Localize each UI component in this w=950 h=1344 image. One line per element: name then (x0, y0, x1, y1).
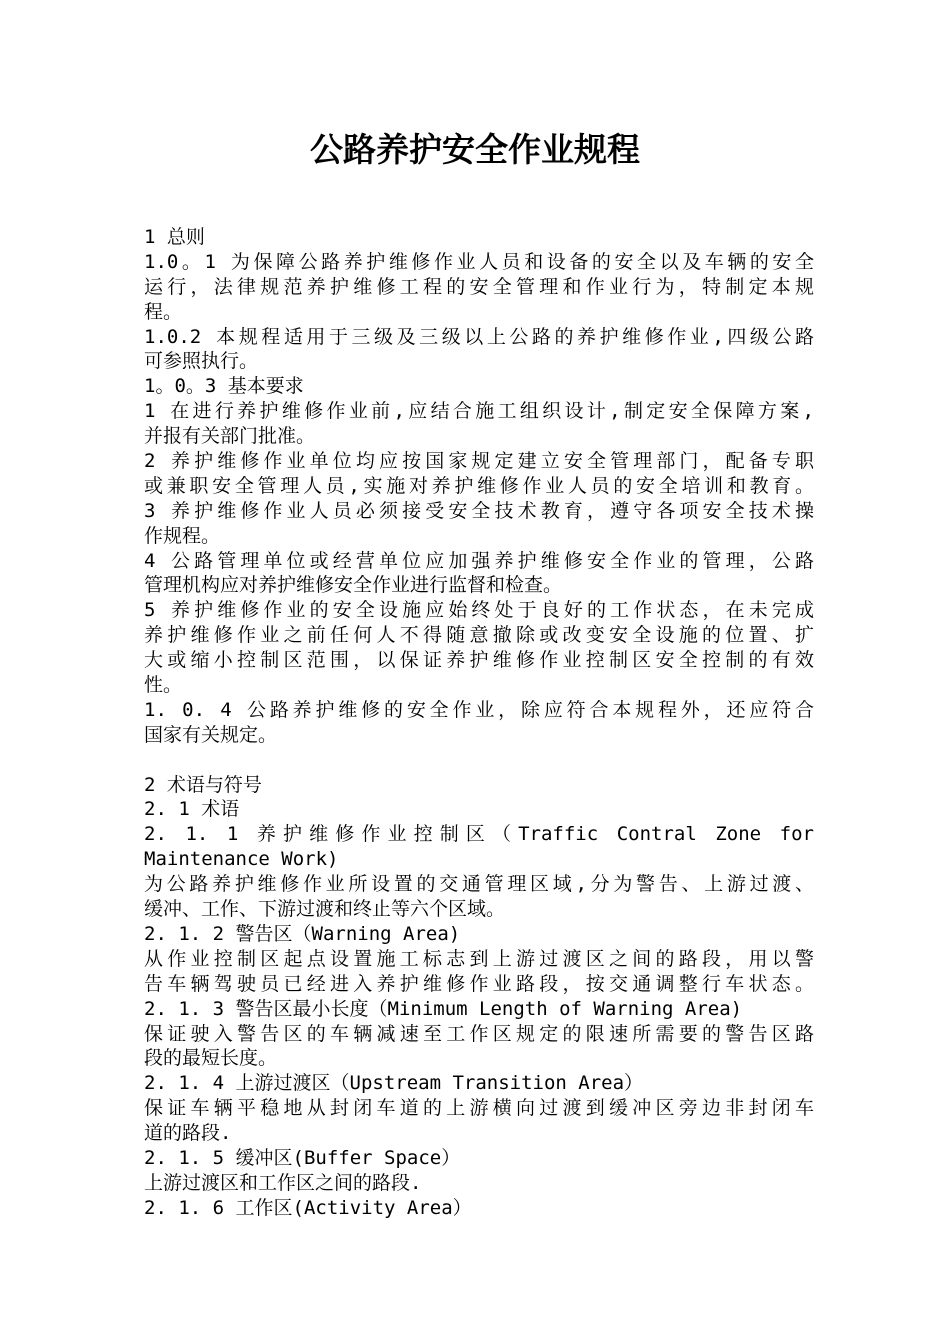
paragraph-line: 作规程。 (144, 524, 221, 547)
subheading-basic-requirements: 1。0。3 基本要求 (144, 375, 304, 398)
paragraph-line: 道的路段. (144, 1122, 232, 1145)
paragraph-line: 养护维修作业之前任何人不得随意撤除或改变安全设施的位置、扩 (144, 624, 814, 647)
paragraph-line: 可参照执行。 (144, 350, 259, 373)
heading-general: 1 总则 (144, 226, 205, 248)
paragraph-line: 3 养护维修作业人员必须接受安全技术教育，遵守各项安全技术操 (144, 499, 814, 522)
paragraph-line: 为公路养护维修作业所设置的交通管理区域,分为警告、上游过渡、 (144, 873, 814, 896)
paragraph-line: 2 养护维修作业单位均应按国家规定建立安全管理部门，配备专职 (144, 450, 814, 473)
subheading-terms: 2. 1 术语 (144, 798, 240, 821)
document-title: 公路养护安全作业规程 (310, 130, 640, 169)
paragraph-line: 大或缩小控制区范围，以保证养护维修作业控制区安全控制的有效 (144, 649, 814, 672)
paragraph-line: 告车辆驾驶员已经进入养护维修作业路段，按交通调整行车状态。 (144, 972, 814, 995)
paragraph-line: 1.0。1 为保障公路养护维修作业人员和设备的安全以及车辆的安全 (144, 250, 814, 273)
paragraph-line: 保证驶入警告区的车辆减速至工作区规定的限速所需要的警告区路 (144, 1022, 814, 1045)
term-heading: 2. 1. 3 警告区最小长度（Minimum Length of Warning Area) (144, 997, 743, 1020)
paragraph-line: 1 在进行养护维修作业前,应结合施工组织设计,制定安全保障方案, (144, 400, 814, 423)
term-heading: 2. 1. 6 工作区(Activity Area） (144, 1196, 472, 1219)
heading-terms-symbols: 2 术语与符号 (144, 773, 262, 796)
paragraph-line: 运行，法律规范养护维修工程的安全管理和作业行为，特制定本规 (144, 275, 814, 298)
paragraph-line: 从作业控制区起点设置施工标志到上游过渡区之间的路段，用以警 (144, 947, 814, 970)
term-heading: 2. 1. 1 养护维修作业控制区（Traffic Contral Zone for (144, 823, 814, 846)
paragraph-line: 或兼职安全管理人员,实施对养护维修作业人员的安全培训和教育。 (144, 474, 814, 497)
paragraph-line: 保证车辆平稳地从封闭车道的上游横向过渡到缓冲区旁边非封闭车 (144, 1097, 814, 1120)
paragraph-line: 1. 0. 4 公路养护维修的安全作业，除应符合本规程外，还应符合 (144, 698, 814, 721)
paragraph-line: 程。 (144, 300, 183, 323)
term-heading: 2. 1. 4 上游过渡区（Upstream Transition Area） (144, 1072, 644, 1095)
term-heading: Maintenance Work) (144, 848, 339, 871)
term-heading: 2. 1. 2 警告区（Warning Area) (144, 922, 461, 945)
paragraph-line: 段的最短长度。 (144, 1047, 278, 1070)
paragraph-line: 并报有关部门批准。 (144, 425, 316, 448)
paragraph-line: 1.0.2 本规程适用于三级及三级以上公路的养护维修作业,四级公路 (144, 325, 814, 348)
paragraph-line: 性。 (144, 674, 183, 697)
blank-line (144, 748, 814, 773)
paragraph-line: 缓冲、工作、下游过渡和终止等六个区域。 (144, 898, 506, 921)
term-heading: 2. 1. 5 缓冲区(Buffer Space） (144, 1146, 461, 1169)
paragraph-line: 管理机构应对养护维修安全作业进行监督和检查。 (144, 574, 563, 597)
paragraph-line: 上游过渡区和工作区之间的路段. (144, 1171, 422, 1194)
document-body (144, 225, 814, 1221)
paragraph-line: 5 养护维修作业的安全设施应始终处于良好的工作状态，在未完成 (144, 599, 814, 622)
paragraph-line: 国家有关规定。 (144, 723, 278, 746)
paragraph-line: 4 公路管理单位或经营单位应加强养护维修安全作业的管理，公路 (144, 549, 814, 572)
